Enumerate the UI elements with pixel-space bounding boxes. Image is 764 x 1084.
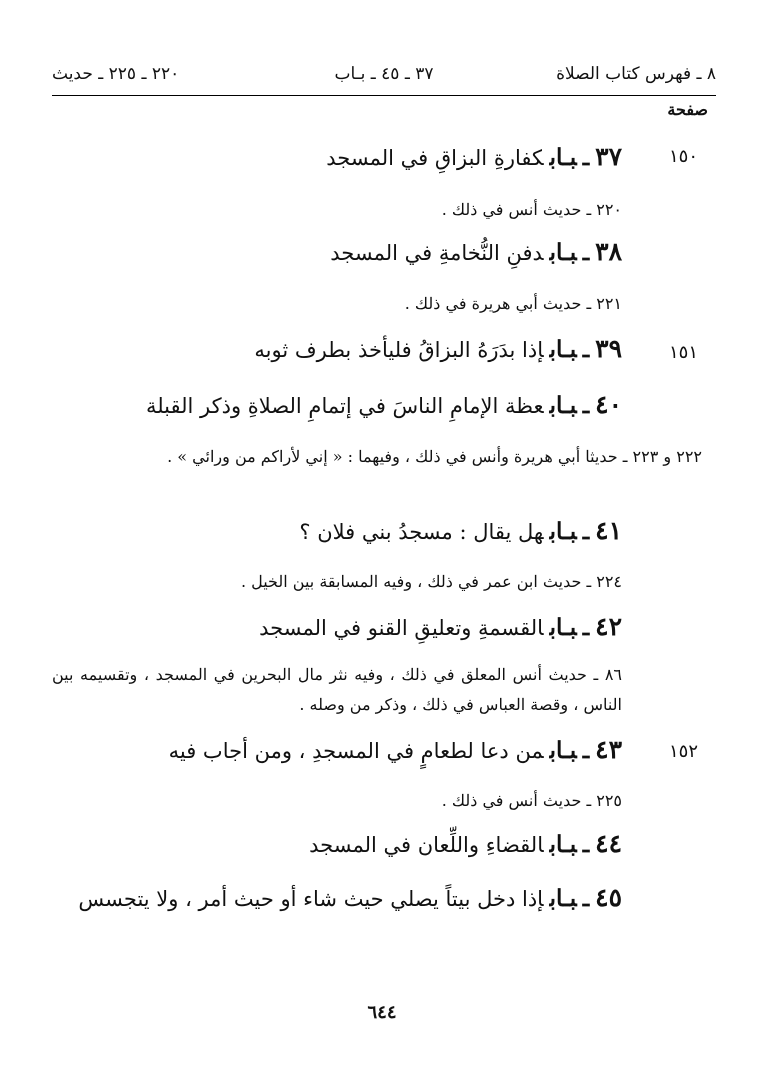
page-footer-number: ٦٤٤: [367, 1002, 397, 1023]
bab-entry: ٤٢ـبـابالقسمةِ وتعليقِ القنو في المسجد: [259, 612, 622, 641]
bab-entry: ٤١ـبـابهل يقال : مسجدُ بني فلان ؟: [299, 516, 622, 545]
page-number-ref: ١٥١: [668, 342, 698, 363]
bab-word: بـاب: [549, 336, 577, 363]
bab-word: بـاب: [549, 831, 577, 858]
hadith-entry: ٢٢١ ـ حديث أبي هريرة في ذلك .: [404, 294, 622, 313]
bab-title: إذا بدَرَهُ البزاقُ فليأخذ بطرف ثوبه: [254, 338, 544, 362]
bab-word: بـاب: [549, 144, 577, 171]
bab-word: بـاب: [549, 518, 577, 545]
bab-title: القضاءِ واللِّعان في المسجد: [309, 833, 544, 857]
bab-word: بـاب: [549, 737, 577, 764]
bab-word: بـاب: [549, 392, 577, 419]
bab-entry: ٣٨ـبـابدفنِ النُّخامةِ في المسجد: [330, 237, 622, 266]
bab-word: بـاب: [549, 614, 577, 641]
bab-entry: ٣٩ـبـابإذا بدَرَهُ البزاقُ فليأخذ بطرف ثوبه: [254, 334, 622, 363]
bab-title: عظة الإمامِ الناسَ في إتمامِ الصلاةِ وذكر القبلة: [145, 394, 544, 418]
bab-title: القسمةِ وتعليقِ القنو في المسجد: [259, 616, 544, 640]
hadith-paragraph: ٢٢٢ و ٢٢٣ ـ حديثا أبي هريرة وأنس في ذلك ، وفيهما : « إني لأراكم من ورائي » .: [167, 447, 702, 466]
page-column-label: صفحة: [667, 100, 708, 119]
bab-number: ٣٨: [595, 237, 622, 266]
hadith-entry: ٢٢٤ ـ حديث ابن عمر في ذلك ، وفيه المسابقة بين الخيل .: [240, 572, 622, 591]
bab-title: دفنِ النُّخامةِ في المسجد: [330, 241, 544, 265]
bab-entry: ٤٣ـبـابمن دعا لطعامٍ في المسجدِ ، ومن أجاب فيه: [168, 735, 622, 764]
bab-title: إذا دخل بيتاً يصلي حيث شاء أو حيث أمر ، ولا يتجسس: [78, 887, 544, 911]
bab-entry: ٤٤ـبـابالقضاءِ واللِّعان في المسجد: [309, 829, 622, 858]
bab-number: ٤٤: [595, 829, 622, 858]
header-rule: [52, 95, 716, 96]
hadith-entry: ٢٢٠ ـ حديث أنس في ذلك .: [441, 200, 622, 219]
bab-number: ٤١: [595, 516, 622, 545]
running-header: [52, 60, 716, 90]
hadith-entry: ٢٢٥ ـ حديث أنس في ذلك .: [441, 791, 622, 810]
bab-number: ٤٥: [595, 883, 622, 912]
bab-entry: ٤٥ـبـابإذا دخل بيتاً يصلي حيث شاء أو حيث أمر ، ولا يتجسس: [78, 883, 622, 912]
header-bab-range: ٣٧ ـ ٤٥ ـ بـاب: [334, 64, 434, 84]
bab-number: ٤٢: [595, 612, 622, 641]
bab-word: بـاب: [549, 239, 577, 266]
bab-title: كفارةِ البزاقِ في المسجد: [326, 146, 544, 170]
bab-number: ٤٣: [595, 735, 622, 764]
page-number-ref: ١٥٢: [668, 741, 698, 762]
bab-title: هل يقال : مسجدُ بني فلان ؟: [299, 520, 544, 544]
header-chapter-title: ٨ ـ فهرس كتاب الصلاة: [556, 64, 716, 84]
bab-entry: ٣٧ـبـابكفارةِ البزاقِ في المسجد: [326, 142, 622, 171]
bab-number: ٣٩: [595, 334, 622, 363]
header-hadith-range: ٢٢٠ ـ ٢٢٥ ـ حديث: [52, 64, 180, 84]
bab-number: ٤٠: [595, 390, 622, 419]
bab-title: من دعا لطعامٍ في المسجدِ ، ومن أجاب فيه: [168, 739, 544, 763]
hadith-paragraph: ٨٦ ـ حديث أنس المعلق في ذلك ، وفيه نثر مال البحرين في المسجد ، وتقسيمه بين الناس ، وقصة العباس في ذلك ، وذكر من وصله .: [52, 665, 622, 714]
bab-word: بـاب: [549, 885, 577, 912]
page-number-ref: ١٥٠: [668, 146, 698, 167]
bab-entry: ٤٠ـبـابعظة الإمامِ الناسَ في إتمامِ الصلاةِ وذكر القبلة: [145, 390, 622, 419]
bab-number: ٣٧: [595, 142, 622, 171]
